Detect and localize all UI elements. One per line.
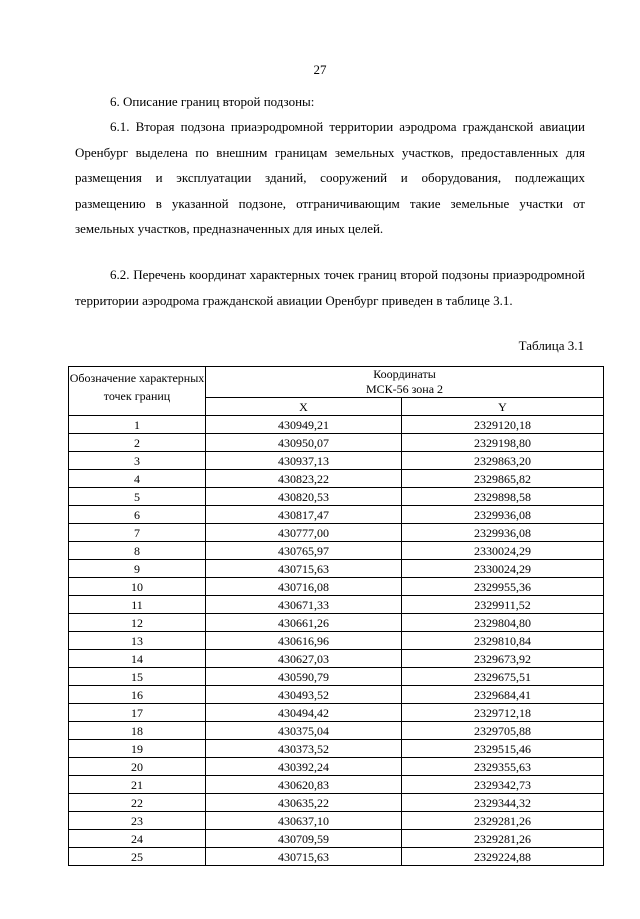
y-coordinate-cell: 2329936,08 xyxy=(402,506,604,524)
y-coordinate-cell: 2329955,36 xyxy=(402,578,604,596)
table-body xyxy=(69,416,604,866)
x-coordinate-cell: 430716,08 xyxy=(206,578,402,596)
table-row xyxy=(69,614,604,632)
x-coordinate-cell: 430375,04 xyxy=(206,722,402,740)
y-coordinate-cell: 2329684,41 xyxy=(402,686,604,704)
table-row xyxy=(69,794,604,812)
table-row xyxy=(69,686,604,704)
point-number-cell: 9 xyxy=(69,560,206,578)
y-coordinate-cell: 2329863,20 xyxy=(402,452,604,470)
y-coordinate-cell: 2329355,63 xyxy=(402,758,604,776)
point-number-cell: 8 xyxy=(69,542,206,560)
table-row xyxy=(69,740,604,758)
header-points: Обозначение характерных точек границ xyxy=(69,367,206,416)
coordinates-table xyxy=(68,366,604,866)
x-coordinate-cell: 430777,00 xyxy=(206,524,402,542)
y-coordinate-cell: 2329911,52 xyxy=(402,596,604,614)
x-coordinate-cell: 430715,63 xyxy=(206,848,402,866)
table-row xyxy=(69,470,604,488)
table-row xyxy=(69,758,604,776)
y-coordinate-cell: 2329515,46 xyxy=(402,740,604,758)
x-coordinate-cell: 430373,52 xyxy=(206,740,402,758)
x-coordinate-cell: 430823,22 xyxy=(206,470,402,488)
header-x: X xyxy=(206,398,402,416)
table-row xyxy=(69,452,604,470)
point-number-cell: 7 xyxy=(69,524,206,542)
point-number-cell: 10 xyxy=(69,578,206,596)
point-number-cell: 2 xyxy=(69,434,206,452)
table-row xyxy=(69,506,604,524)
x-coordinate-cell: 430392,24 xyxy=(206,758,402,776)
point-number-cell: 6 xyxy=(69,506,206,524)
y-coordinate-cell: 2330024,29 xyxy=(402,560,604,578)
point-number-cell: 12 xyxy=(69,614,206,632)
y-coordinate-cell: 2329120,18 xyxy=(402,416,604,434)
point-number-cell: 20 xyxy=(69,758,206,776)
point-number-cell: 22 xyxy=(69,794,206,812)
y-coordinate-cell: 2329281,26 xyxy=(402,830,604,848)
point-number-cell: 14 xyxy=(69,650,206,668)
point-number-cell: 17 xyxy=(69,704,206,722)
header-y: Y xyxy=(402,398,604,416)
x-coordinate-cell: 430949,21 xyxy=(206,416,402,434)
x-coordinate-cell: 430765,97 xyxy=(206,542,402,560)
x-coordinate-cell: 430715,63 xyxy=(206,560,402,578)
point-number-cell: 16 xyxy=(69,686,206,704)
x-coordinate-cell: 430817,47 xyxy=(206,506,402,524)
x-coordinate-cell: 430620,83 xyxy=(206,776,402,794)
y-coordinate-cell: 2329342,73 xyxy=(402,776,604,794)
y-coordinate-cell: 2329198,80 xyxy=(402,434,604,452)
y-coordinate-cell: 2329705,88 xyxy=(402,722,604,740)
x-coordinate-cell: 430627,03 xyxy=(206,650,402,668)
table-row xyxy=(69,596,604,614)
table-row xyxy=(69,722,604,740)
paragraph-6-2 xyxy=(75,262,585,313)
paragraph-6-1-text: 6.1. Вторая подзона приаэродромной территории аэродрома гражданской авиации Оренбург выделена по внешним границам земельных участков, предоставленных для размещения и эксплуатации зданий, сооружений и оборудования, подлежащих размещению в указанной подзоне, отграничивающим такие земельные участки от земельных участков, предназначенных для иных целей. xyxy=(75,119,585,236)
point-number-cell: 23 xyxy=(69,812,206,830)
table-row xyxy=(69,632,604,650)
y-coordinate-cell: 2329344,32 xyxy=(402,794,604,812)
table-row xyxy=(69,812,604,830)
x-coordinate-cell: 430637,10 xyxy=(206,812,402,830)
header-coordinates-title: Координаты xyxy=(373,367,436,381)
point-number-cell: 25 xyxy=(69,848,206,866)
table-row xyxy=(69,830,604,848)
y-coordinate-cell: 2329712,18 xyxy=(402,704,604,722)
point-number-cell: 1 xyxy=(69,416,206,434)
x-coordinate-cell: 430937,13 xyxy=(206,452,402,470)
table-row xyxy=(69,650,604,668)
point-number-cell: 4 xyxy=(69,470,206,488)
table-row xyxy=(69,542,604,560)
point-number-cell: 24 xyxy=(69,830,206,848)
y-coordinate-cell: 2329898,58 xyxy=(402,488,604,506)
point-number-cell: 13 xyxy=(69,632,206,650)
table-row xyxy=(69,560,604,578)
x-coordinate-cell: 430671,33 xyxy=(206,596,402,614)
paragraph-6-2-text: 6.2. Перечень координат характерных точек границ второй подзоны приаэродромной территории аэродрома гражданской авиации Оренбург приведен в таблице 3.1. xyxy=(75,267,585,308)
x-coordinate-cell: 430950,07 xyxy=(206,434,402,452)
y-coordinate-cell: 2329673,92 xyxy=(402,650,604,668)
page-number: 27 xyxy=(313,62,327,77)
y-coordinate-cell: 2330024,29 xyxy=(402,542,604,560)
table-row xyxy=(69,578,604,596)
point-number-cell: 21 xyxy=(69,776,206,794)
table-row xyxy=(69,668,604,686)
header-coordinates-system: МСК-56 зона 2 xyxy=(365,382,444,396)
header-coordinates xyxy=(206,367,604,398)
x-coordinate-cell: 430590,79 xyxy=(206,668,402,686)
point-number-cell: 5 xyxy=(69,488,206,506)
y-coordinate-cell: 2329224,88 xyxy=(402,848,604,866)
table-row xyxy=(69,524,604,542)
y-coordinate-cell: 2329804,80 xyxy=(402,614,604,632)
y-coordinate-cell: 2329675,51 xyxy=(402,668,604,686)
table-row xyxy=(69,704,604,722)
x-coordinate-cell: 430616,96 xyxy=(206,632,402,650)
point-number-cell: 18 xyxy=(69,722,206,740)
table-row xyxy=(69,776,604,794)
y-coordinate-cell: 2329865,82 xyxy=(402,470,604,488)
table-caption: Таблица 3.1 xyxy=(518,338,584,353)
table-row xyxy=(69,848,604,866)
point-number-cell: 15 xyxy=(69,668,206,686)
x-coordinate-cell: 430661,26 xyxy=(206,614,402,632)
x-coordinate-cell: 430494,42 xyxy=(206,704,402,722)
point-number-cell: 19 xyxy=(69,740,206,758)
x-coordinate-cell: 430709,59 xyxy=(206,830,402,848)
table-row xyxy=(69,416,604,434)
y-coordinate-cell: 2329936,08 xyxy=(402,524,604,542)
x-coordinate-cell: 430635,22 xyxy=(206,794,402,812)
point-number-cell: 3 xyxy=(69,452,206,470)
y-coordinate-cell: 2329281,26 xyxy=(402,812,604,830)
x-coordinate-cell: 430493,52 xyxy=(206,686,402,704)
y-coordinate-cell: 2329810,84 xyxy=(402,632,604,650)
section-heading: 6. Описание границ второй подзоны: xyxy=(110,94,315,109)
table-row xyxy=(69,434,604,452)
table-row xyxy=(69,488,604,506)
paragraph-6-1 xyxy=(75,114,585,242)
x-coordinate-cell: 430820,53 xyxy=(206,488,402,506)
point-number-cell: 11 xyxy=(69,596,206,614)
